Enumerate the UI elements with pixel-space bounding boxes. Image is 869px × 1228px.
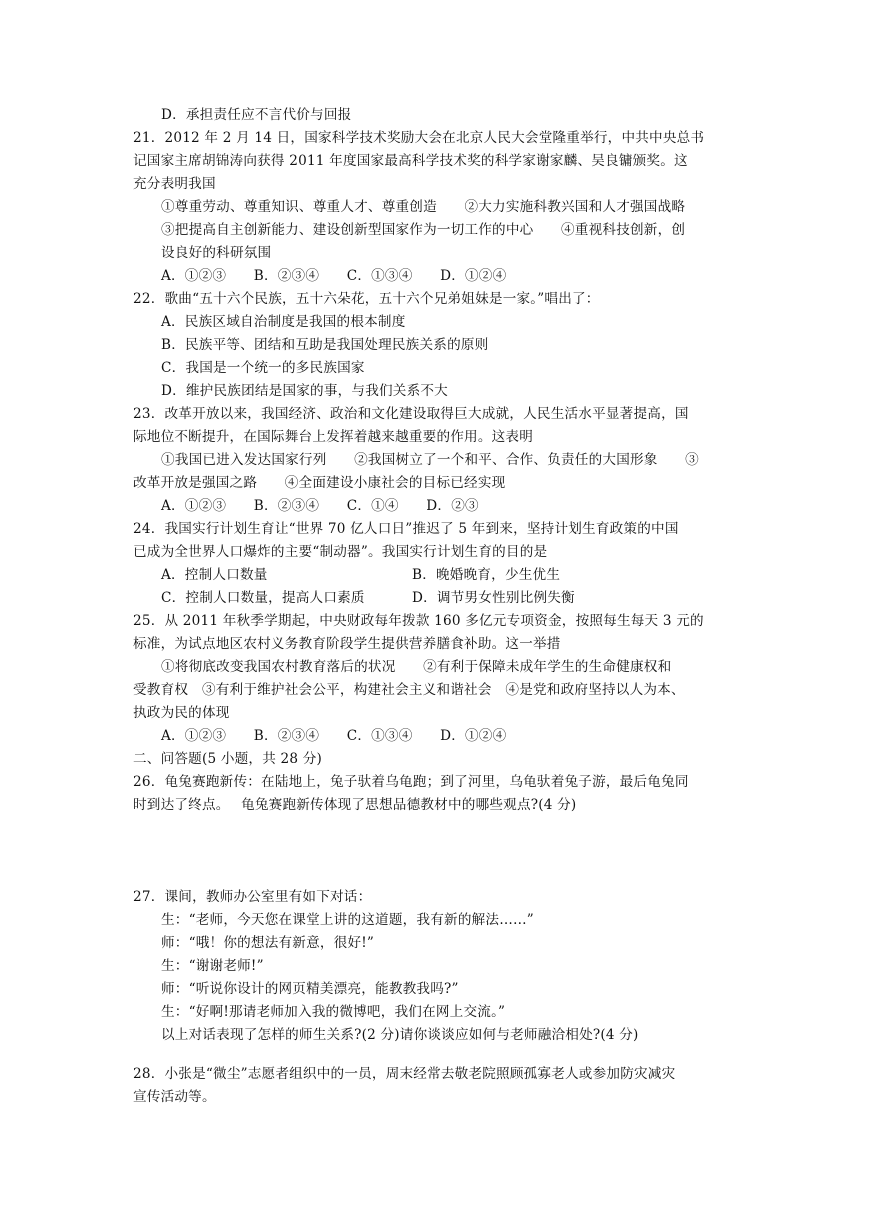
- q21-statements: ①尊重劳动、尊重知识、尊重人才、尊重创造 ②大力实施科教兴国和人才强国战略: [161, 199, 686, 215]
- q23-statements: ①我国已进入发达国家行列 ②我国树立了一个和平、合作、负责任的大国形象 ③: [161, 452, 699, 468]
- q25-statements: 受教育权 ③有利于维护社会公平，构建社会主义和谐社会 ④是党和政府坚持以人为本、: [133, 682, 685, 698]
- q22-option-d: D．维护民族团结是国家的事，与我们关系不大: [161, 383, 448, 399]
- q27-stem: 27．课间，教师办公室里有如下对话：: [133, 889, 372, 905]
- q24-option-c: C．控制人口数量，提高人口素质: [161, 590, 365, 606]
- section-heading: 二、问答题(5 小题，共 28 分): [133, 751, 323, 767]
- q21-stem: 21．2012 年 2 月 14 日，国家科学技术奖励大会在北京人民大会堂隆重举行，中共中央总书: [133, 130, 705, 146]
- q25-statements: ①将彻底改变我国农村教育落后的状况 ②有利于保障未成年学生的生命健康权和: [161, 659, 672, 675]
- q24-stem: 24．我国实行计划生育让“世界 70 亿人口日”推迟了 5 年到来，坚持计划生育政策的中国: [133, 521, 679, 537]
- q21-statements: ③把提高自主创新能力、建设创新型国家作为一切工作的中心 ④重视科技创新，创: [161, 222, 686, 238]
- q22-stem: 22．歌曲“五十六个民族，五十六朵花，五十六个兄弟姐妹是一家。”唱出了：: [133, 291, 600, 307]
- q21-stem-cont: 记国家主席胡锦涛向获得 2011 年度国家最高科学技术奖的科学家谢家麟、吴良镛颁奖。这: [133, 153, 688, 169]
- q22-option-a: A．民族区域自治制度是我国的根本制度: [161, 314, 406, 330]
- q27-question: 以上对话表现了怎样的师生关系?(2 分)请你谈谈应如何与老师融洽相处?(4 分): [161, 1027, 639, 1043]
- q25-stem-cont: 标准，为试点地区农村义务教育阶段学生提供营养膳食补助。这一举措: [133, 636, 561, 652]
- q20-option-d: D．承担责任应不言代价与回报: [161, 107, 352, 123]
- q25-statements: 执政为民的体现: [133, 705, 230, 721]
- q21-options: A．①②③ B．②③④ C．①③④ D．①②④: [161, 268, 507, 284]
- q28-stem-cont: 宣传活动等。: [133, 1089, 216, 1105]
- q23-stem-cont: 际地位不断提升，在国际舞台上发挥着越来越重要的作用。这表明: [133, 429, 534, 445]
- q22-option-b: B．民族平等、团结和互助是我国处理民族关系的原则: [161, 337, 489, 353]
- q21-statements: 设良好的科研氛围: [161, 245, 272, 261]
- q28-stem: 28．小张是“微尘”志愿者组织中的一员，周末经常去敬老院照顾孤寡老人或参加防灾减灾: [133, 1066, 676, 1082]
- q27-dialogue: 生：“老师，今天您在课堂上讲的这道题，我有新的解法……”: [161, 912, 534, 928]
- q22-option-c: C．我国是一个统一的多民族国家: [161, 360, 365, 376]
- q23-stem: 23．改革开放以来，我国经济、政治和文化建设取得巨大成就，人民生活水平显著提高，国: [133, 406, 689, 422]
- q24-option-a: A．控制人口数量: [161, 567, 268, 583]
- q25-options: A．①②③ B．②③④ C．①③④ D．①②④: [161, 728, 507, 744]
- q23-statements: 改革开放是强国之路 ④全面建设小康社会的目标已经实现: [133, 475, 506, 491]
- q26-stem-cont: 时到达了终点。 龟兔赛跑新传体现了思想品德教材中的哪些观点?(4 分): [133, 797, 577, 813]
- q27-dialogue: 师：“听说你设计的网页精美漂亮，能教教我吗?”: [161, 981, 459, 997]
- q23-options: A．①②③ B．②③④ C．①④ D．②③: [161, 498, 479, 514]
- q24-stem-cont: 已成为全世界人口爆炸的主要“制动器”。我国实行计划生育的目的是: [133, 544, 548, 560]
- q27-dialogue: 生：“谢谢老师!”: [161, 958, 264, 974]
- q27-dialogue: 生：“好啊!那请老师加入我的微博吧，我们在网上交流。”: [161, 1004, 506, 1020]
- q24-option-b: B．晚婚晚育，少生优生: [412, 567, 561, 583]
- q24-option-d: D．调节男女性别比例失衡: [412, 590, 575, 606]
- q27-dialogue: 师：“哦！你的想法有新意，很好!”: [161, 935, 375, 951]
- q21-stem-cont: 充分表明我国: [133, 176, 216, 192]
- q26-stem: 26．龟兔赛跑新传：在陆地上，兔子驮着乌龟跑；到了河里，乌龟驮着兔子游，最后龟兔同: [133, 774, 689, 790]
- q25-stem: 25．从 2011 年秋季学期起，中央财政每年拨款 160 多亿元专项资金，按照每生每天 3 元的: [133, 613, 704, 629]
